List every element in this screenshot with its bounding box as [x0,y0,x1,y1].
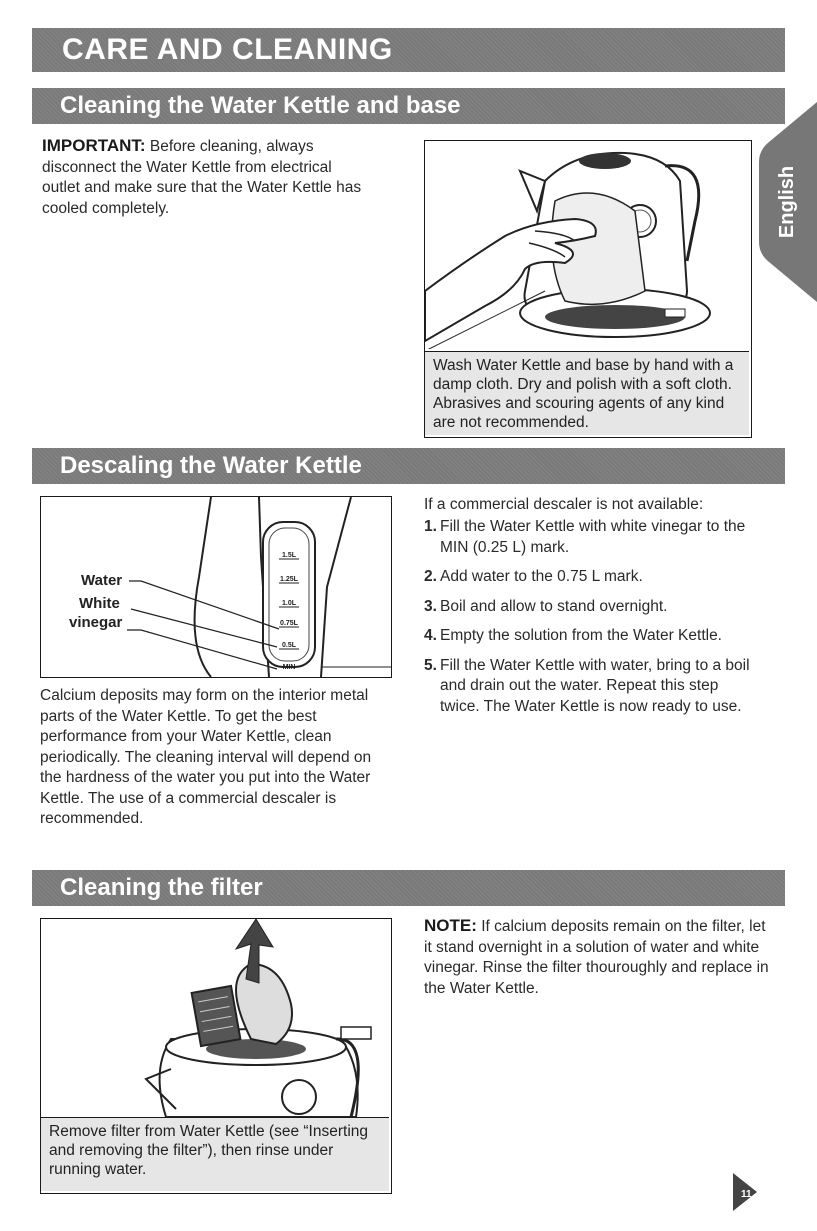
step-number: 3. [424,597,437,615]
language-tab [759,102,817,302]
level-mark-0-5l: 0.5L [281,642,297,649]
section-heading-descaling [32,448,785,484]
calcium-paragraph: Calcium deposits may form on the interior metal parts of the Water Kettle. To get the best performance from your Water Kettle, clean periodically. The cleaning interval will depend on the hardness of the water you put into the Water Kettle. The use of a commercial descaler is recommended. [40,687,372,827]
label-vinegar: vinegar [69,614,123,631]
level-mark-1-5l: 1.5L [281,552,297,559]
section-title: Cleaning the Water Kettle and base [60,92,461,119]
filter-removal-image [41,919,391,1117]
language-tab-label: English [776,165,798,239]
section-title: Cleaning the filter [60,874,263,901]
step-item [424,656,754,718]
important-text: Before cleaning, always disconnect the Water Kettle from electrical outlet and make sure that the Water Kettle has cooled completely. [42,138,362,217]
kettle-wiping-illustration [424,140,752,438]
label-white: White [79,595,120,612]
step-number: 2. [424,568,437,585]
page-number: 11 [741,1189,752,1200]
filter-removal-illustration [40,918,392,1194]
step-text: Fill the Water Kettle with white vinegar to the MIN (0.25 L) mark. [440,518,746,556]
level-mark-1-0l: 1.0L [281,600,297,607]
note-label: NOTE: [424,916,477,935]
figure-caption: Remove filter from Water Kettle (see “Inserting and removing the filter”), then rinse under running water. [41,1117,389,1191]
note-text: If calcium deposits remain on the filter, let it stand overnight in a solution of water and white vinegar. Rinse the filter thouroughly and replace in the Water Kettle. [424,918,769,997]
level-mark-0-75l: 0.75L [280,620,298,627]
step-number: 4. [424,627,437,644]
important-label: IMPORTANT: [42,136,146,155]
section-heading-cleaning-kettle [32,88,785,124]
next-page-arrow-icon [733,1173,757,1211]
descaler-intro: If a commercial descaler is not available: [424,496,704,513]
page-header [32,28,785,72]
level-mark-1-25l: 1.25L [280,576,298,583]
page-title: CARE AND CLEANING [62,33,393,66]
figure-caption: Wash Water Kettle and base by hand with a damp cloth. Dry and polish with a soft cloth. Abrasives and scouring agents of any kind are not recommended. [425,351,749,435]
step-number: 1. [424,518,437,535]
step-text: Empty the solution from the Water Kettle. [440,627,722,644]
descaling-diagram [40,496,392,678]
step-item [424,517,754,558]
step-item [424,567,754,588]
step-text: Boil and allow to stand overnight. [440,597,668,615]
section-title: Descaling the Water Kettle [60,452,362,479]
step-text: Fill the Water Kettle with water, bring to a boil and drain out the water. Repeat this step twice. The Water Kettle is now ready to use. [440,656,750,715]
filter-note [424,916,769,999]
descaling-steps [424,517,754,726]
step-item [424,626,754,647]
label-water: Water [81,572,123,589]
step-text: Add water to the 0.75 L mark. [440,568,643,585]
step-number: 5. [424,656,437,674]
wiping-kettle-image [425,141,751,349]
section-heading-cleaning-filter [32,870,785,906]
important-notice [42,136,362,219]
step-item [424,597,754,618]
level-mark-min: MIN [282,664,296,671]
